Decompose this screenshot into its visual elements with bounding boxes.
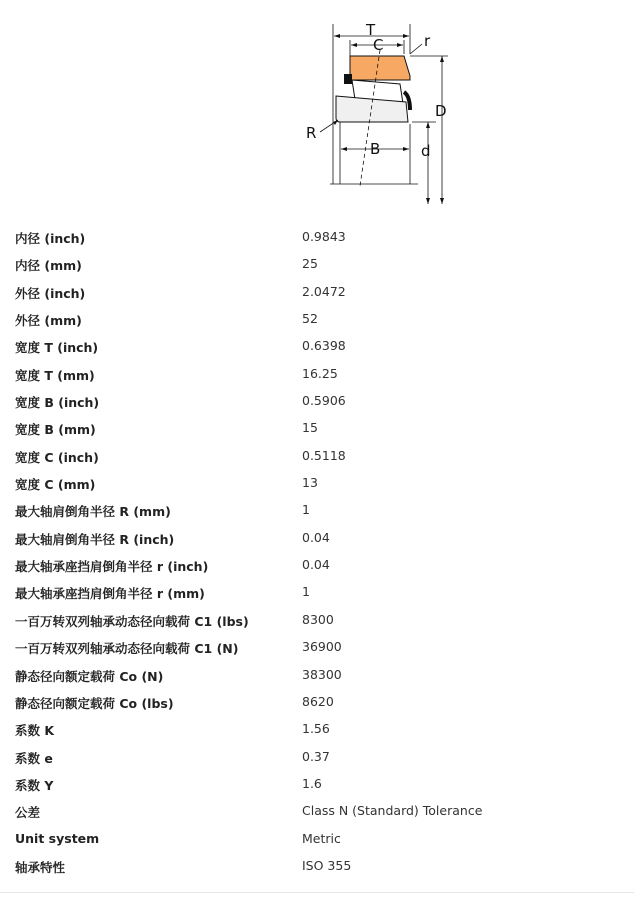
spec-value: Class N (Standard) Tolerance — [302, 803, 483, 819]
spec-row — [0, 825, 634, 852]
spec-row — [0, 305, 634, 332]
label-R: R — [306, 124, 317, 142]
spec-row — [0, 715, 634, 742]
spec-label: 最大轴肩倒角半径 R (inch) — [15, 531, 175, 547]
spec-row — [0, 578, 634, 605]
spec-value: 0.6398 — [302, 338, 346, 354]
label-B: B — [370, 140, 381, 158]
spec-value: 16.25 — [302, 365, 338, 381]
spec-row — [0, 250, 634, 277]
spec-row — [0, 852, 634, 879]
spec-value: Metric — [302, 830, 341, 846]
spec-value: 36900 — [302, 639, 342, 655]
spec-value: 1.56 — [302, 721, 330, 737]
spec-row — [0, 551, 634, 578]
spec-row — [0, 442, 634, 469]
spec-row — [0, 633, 634, 660]
spec-value: 0.04 — [302, 557, 330, 573]
spec-row — [0, 661, 634, 688]
spec-row — [0, 332, 634, 359]
bearing-seal — [344, 74, 352, 84]
spec-value: 13 — [302, 475, 318, 491]
spec-label: 最大轴肩倒角半径 R (mm) — [15, 504, 171, 520]
spec-label: 宽度 T (mm) — [15, 367, 95, 383]
spec-row — [0, 387, 634, 414]
bearing-cup — [350, 56, 410, 80]
spec-label: 一百万转双列轴承动态径向载荷 C1 (N) — [15, 641, 239, 657]
spec-value: 0.37 — [302, 748, 330, 764]
bearing-diagram — [300, 14, 470, 214]
spec-label: 外径 (mm) — [15, 313, 82, 329]
label-d: d — [421, 142, 431, 160]
spec-value: 25 — [302, 256, 318, 272]
spec-value: 0.04 — [302, 529, 330, 545]
label-T: T — [366, 21, 376, 39]
spec-row — [0, 688, 634, 715]
spec-row — [0, 278, 634, 305]
spec-value: 1.6 — [302, 775, 322, 791]
spec-row — [0, 797, 634, 824]
spec-label: 宽度 T (inch) — [15, 340, 99, 356]
label-C: C — [373, 36, 384, 54]
spec-value: ISO 355 — [302, 857, 352, 873]
spec-label: 最大轴承座挡肩倒角半径 r (inch) — [15, 559, 209, 575]
spec-label: 内径 (inch) — [15, 231, 86, 246]
bearing-dimension-drawing — [300, 14, 470, 214]
spec-value: 8300 — [302, 611, 334, 627]
bottom-divider — [0, 892, 634, 893]
spec-value: 52 — [302, 311, 318, 327]
spec-value: 0.5118 — [302, 447, 346, 463]
spec-label: 系数 Y — [15, 777, 54, 793]
spec-label: 宽度 C (inch) — [15, 449, 99, 465]
spec-label: 宽度 B (inch) — [15, 395, 100, 411]
spec-row — [0, 496, 634, 523]
spec-label: 宽度 B (mm) — [15, 422, 96, 438]
spec-label: 宽度 C (mm) — [15, 477, 96, 493]
spec-table — [0, 223, 634, 879]
spec-row — [0, 606, 634, 633]
spec-label: 静态径向额定载荷 Co (N) — [15, 668, 164, 684]
spec-row — [0, 770, 634, 797]
spec-row — [0, 743, 634, 770]
spec-label: 内径 (mm) — [15, 258, 82, 274]
spec-value: 0.5906 — [302, 393, 346, 409]
label-D: D — [435, 102, 447, 120]
spec-label: 系数 K — [15, 723, 55, 739]
spec-value: 1 — [302, 584, 310, 600]
spec-row — [0, 223, 634, 250]
spec-value: 8620 — [302, 693, 334, 709]
spec-value: 38300 — [302, 666, 342, 682]
spec-value: 0.9843 — [302, 229, 346, 244]
spec-row — [0, 414, 634, 441]
spec-label: 静态径向额定载荷 Co (lbs) — [15, 695, 174, 711]
spec-row — [0, 360, 634, 387]
label-r: r — [424, 32, 431, 50]
spec-value: 1 — [302, 502, 310, 518]
spec-label: 外径 (inch) — [15, 285, 86, 301]
spec-row — [0, 524, 634, 551]
spec-value: 15 — [302, 420, 318, 436]
spec-row — [0, 469, 634, 496]
spec-label: 最大轴承座挡肩倒角半径 r (mm) — [15, 586, 205, 602]
spec-label: 一百万转双列轴承动态径向载荷 C1 (lbs) — [15, 613, 249, 629]
spec-value: 2.0472 — [302, 283, 346, 299]
spec-label: Unit system — [15, 830, 100, 846]
spec-label: 系数 e — [15, 750, 53, 766]
spec-label: 轴承特性 — [15, 859, 66, 875]
spec-label: 公差 — [15, 805, 41, 821]
